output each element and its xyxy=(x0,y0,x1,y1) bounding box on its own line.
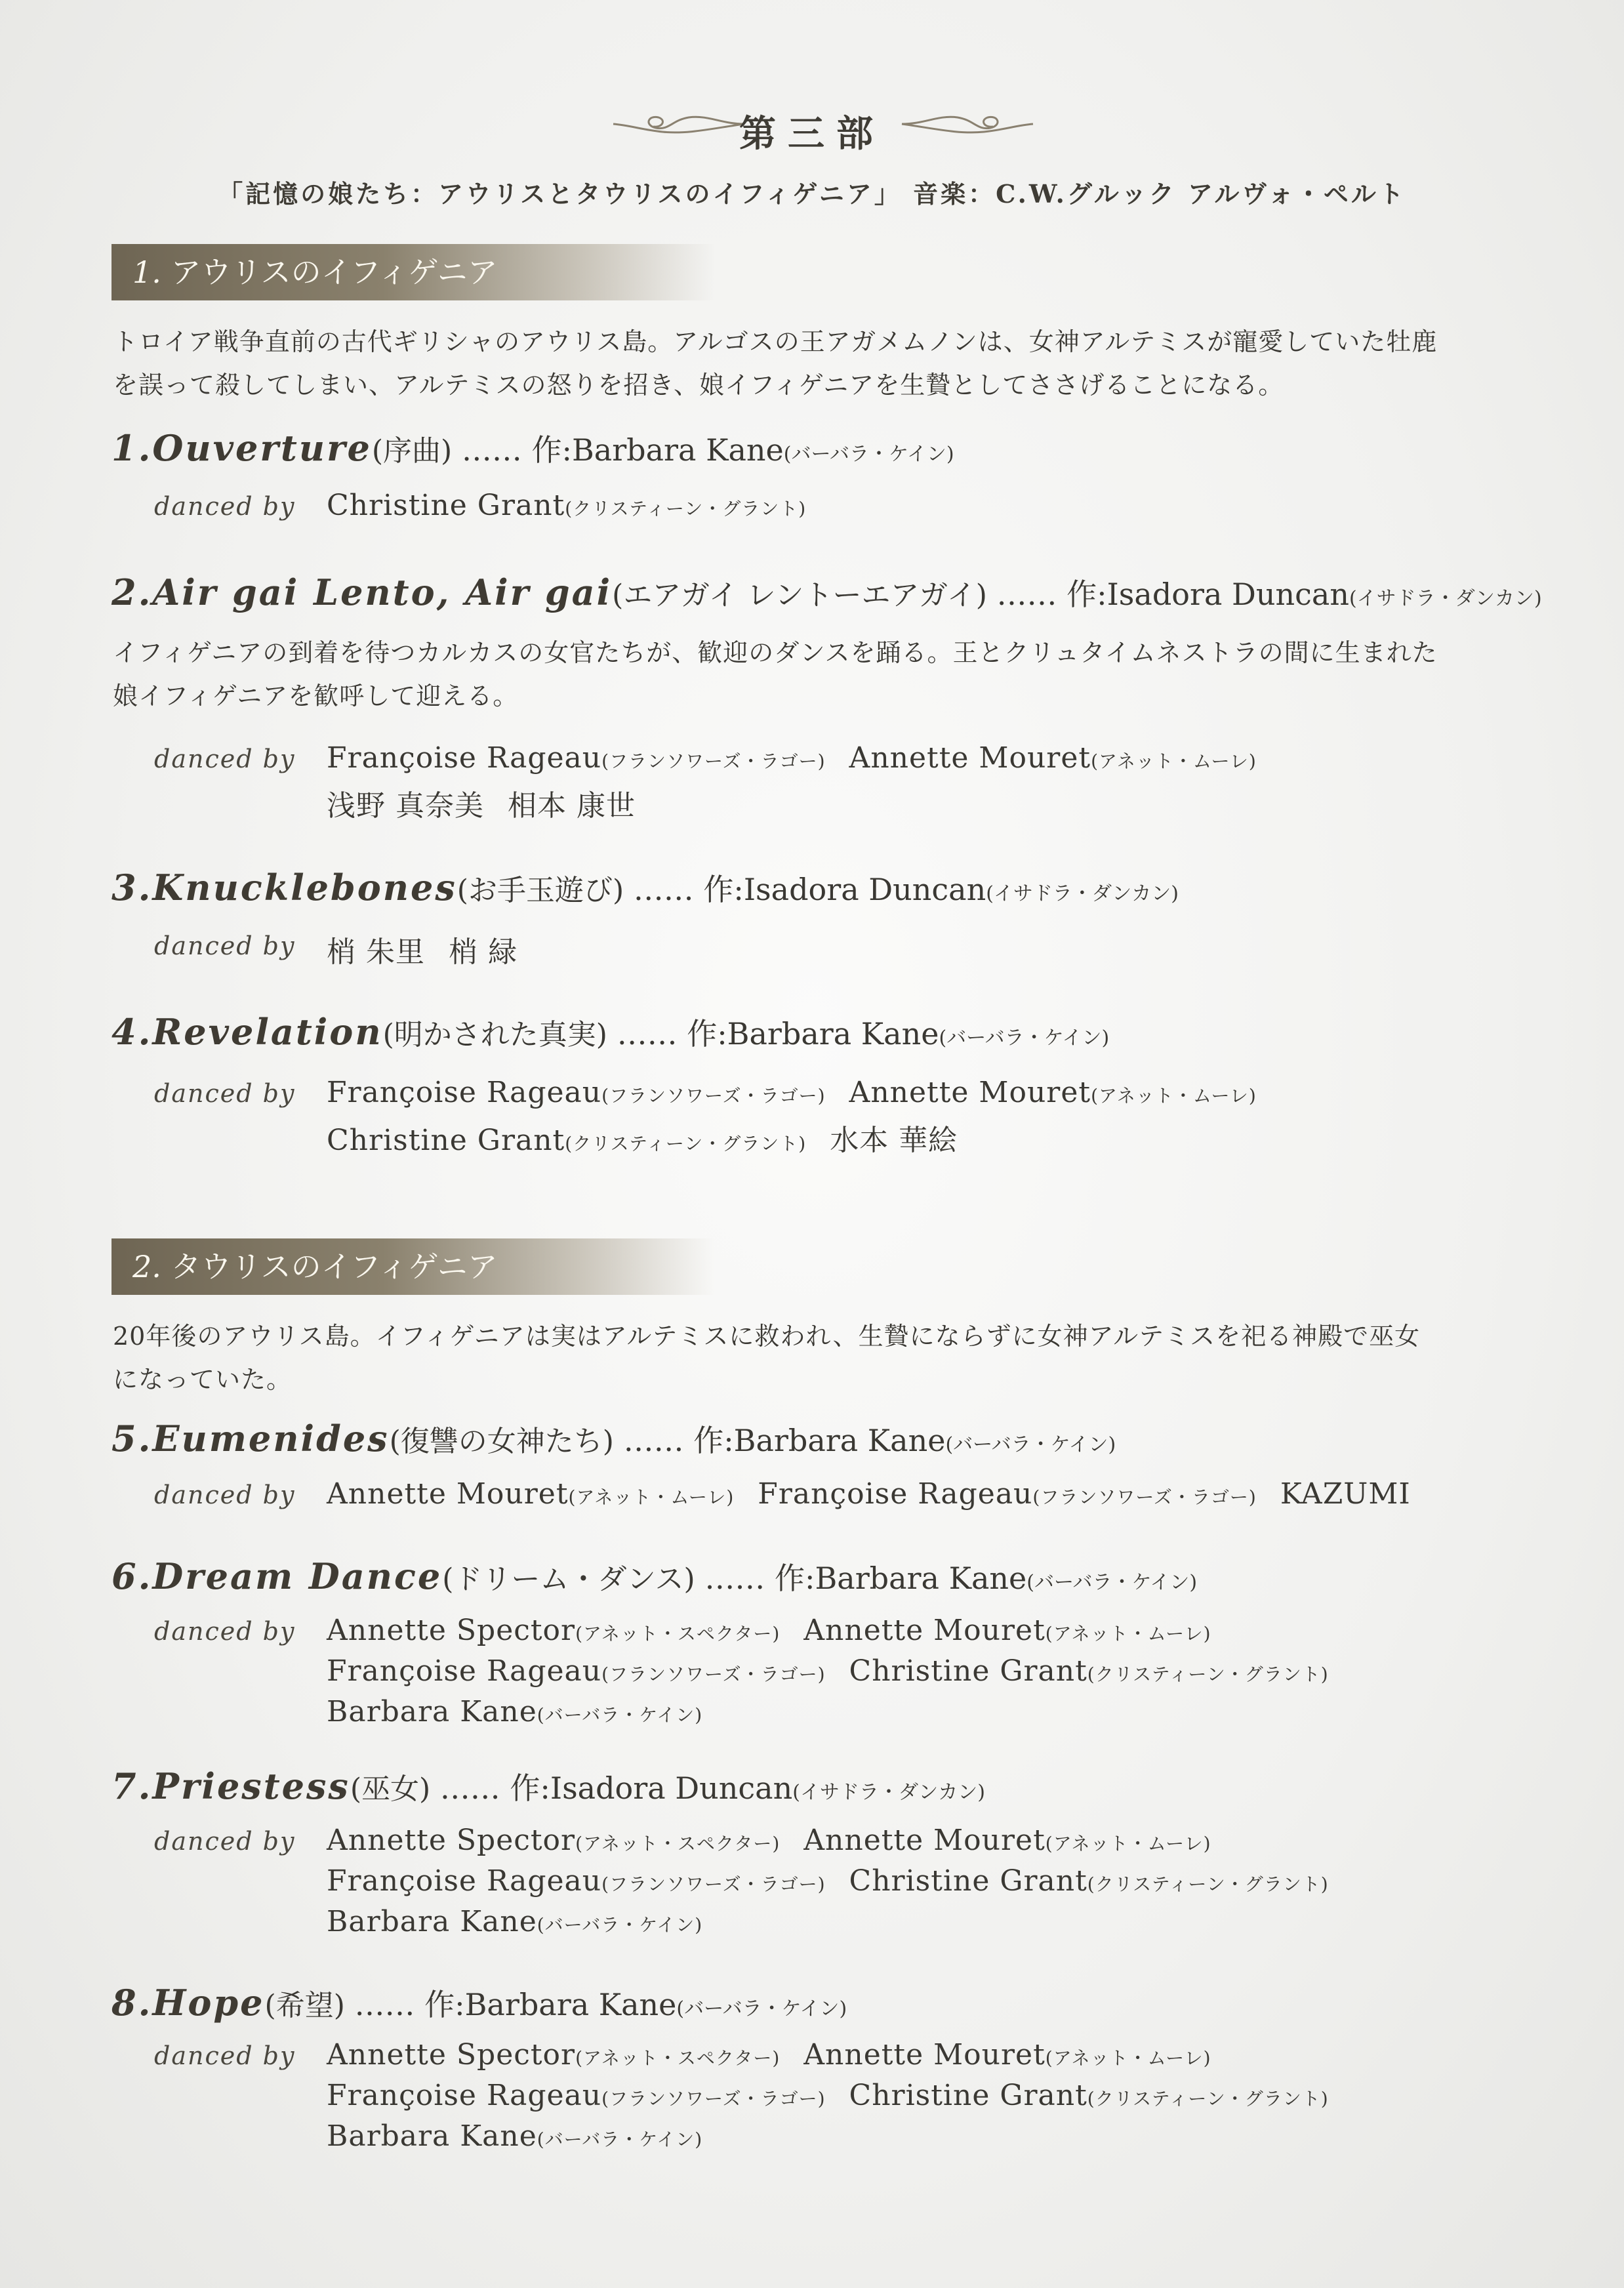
item-choreographer: 作:Barbara Kane xyxy=(693,1423,946,1458)
item-title: Ouverture xyxy=(152,427,372,469)
item-leader-dots: …… xyxy=(354,1987,415,2022)
item-japanese-title: (希望) xyxy=(264,1989,345,2022)
item-choreographer-kana: (バーバラ・ケイン) xyxy=(939,1027,1110,1050)
item-choreographer-kana: (イサドラ・ダンカン) xyxy=(1349,587,1542,610)
dancer-name: Annette Mouret xyxy=(803,1614,1045,1647)
dancer-kana: (アネット・ムーレ) xyxy=(1091,750,1257,772)
dancer-kana: (バーバラ・ケイン) xyxy=(537,1704,703,1726)
item-japanese-title: (お手玉遊び) xyxy=(457,874,624,907)
item-number: 6. xyxy=(112,1555,153,1597)
danced-by-label: danced by xyxy=(154,1481,296,1509)
dancer-name: Françoise Rageau xyxy=(327,741,602,775)
cast-line xyxy=(327,1905,702,1938)
dancer-kana: (バーバラ・ケイン) xyxy=(537,1914,703,1936)
item-choreographer-kana: (バーバラ・ケイン) xyxy=(1026,1571,1198,1594)
dancer-name: Christine Grant xyxy=(849,2079,1087,2112)
part-2-banner xyxy=(112,1238,715,1295)
item-leader-dots: …… xyxy=(461,432,522,468)
program-item-3 xyxy=(112,866,1179,909)
item-choreographer: 作:Isadora Duncan xyxy=(703,872,986,907)
item-choreographer: 作:Isadora Duncan xyxy=(510,1770,793,1806)
description-line: イフィゲニアの到着を待つカルカスの女官たちが、歓迎のダンスを踊る。王とクリュタイムネストラの間に生まれた xyxy=(113,638,1438,667)
dancer-kana: (アネット・ムーレ) xyxy=(1045,1623,1211,1644)
cast-line xyxy=(327,489,806,522)
dancer-kana: (フランソワーズ・ラゴー) xyxy=(601,1085,826,1107)
item-number: 7. xyxy=(112,1765,153,1807)
dancer-kana: (フランソワーズ・ラゴー) xyxy=(601,750,826,772)
item-number: 3. xyxy=(112,867,153,909)
dancer-kana: (バーバラ・ケイン) xyxy=(537,2129,703,2150)
program-item-5 xyxy=(112,1417,1116,1460)
item-2-description xyxy=(113,631,1510,718)
dancer-kana: (フランソワーズ・ラゴー) xyxy=(601,1664,826,1685)
item-number: 1. xyxy=(112,427,153,469)
part-1-description xyxy=(113,320,1510,407)
cast-line xyxy=(327,1695,702,1728)
cast-line xyxy=(327,1864,1329,1898)
item-leader-dots: …… xyxy=(704,1561,765,1596)
description-line: トロイア戦争直前の古代ギリシャのアウリス島。アルゴスの王アガメムノンは、女神アルテミスが寵愛していた牡鹿 xyxy=(113,327,1438,356)
cast-line xyxy=(327,2119,702,2153)
dancer-name: Françoise Rageau xyxy=(758,1477,1033,1511)
item-leader-dots: …… xyxy=(633,872,694,907)
cast-line xyxy=(327,2079,1329,2112)
part-number: 1. xyxy=(132,255,161,290)
dancer-kana: (フランソワーズ・ラゴー) xyxy=(601,1873,826,1895)
item-title: Hope xyxy=(152,1982,265,2024)
dancer-kana: (クリスティーン・グラント) xyxy=(565,498,807,520)
part-title: タウリスのイフィゲニア xyxy=(171,1249,498,1284)
dancer-name: Françoise Rageau xyxy=(327,1654,602,1688)
program-subtitle: 「記憶の娘たち：アウリスとタウリスのイフィゲニア」 音楽：C.W.グルック アルヴォ・ペルト xyxy=(218,179,1406,209)
program-item-4 xyxy=(112,1010,1109,1053)
dancer-name: Annette Mouret xyxy=(327,1477,569,1511)
dancer-name: KAZUMI xyxy=(1280,1477,1411,1511)
danced-by-label: danced by xyxy=(154,2041,296,2070)
dancer-name: Annette Mouret xyxy=(849,1076,1091,1109)
description-line: になっていた。 xyxy=(113,1365,293,1394)
cast-line xyxy=(327,1477,1411,1511)
dancer-name: Barbara Kane xyxy=(327,1695,537,1728)
item-choreographer: 作:Barbara Kane xyxy=(687,1016,939,1052)
item-choreographer-kana: (イサドラ・ダンカン) xyxy=(792,1781,985,1804)
item-title: Dream Dance xyxy=(152,1555,443,1597)
item-japanese-title: (明かされた真実) xyxy=(382,1018,607,1052)
item-number: 8. xyxy=(112,1982,153,2024)
item-choreographer-kana: (イサドラ・ダンカン) xyxy=(986,882,1179,905)
item-japanese-title: (復讐の女神たち) xyxy=(389,1425,614,1458)
item-title: Revelation xyxy=(152,1011,383,1053)
dancer-kana: (アネット・ムーレ) xyxy=(568,1486,735,1508)
dancer-name: Barbara Kane xyxy=(327,1905,537,1938)
description-line: を誤って殺してしまい、アルテミスの怒りを招き、娘イフィゲニアを生贄としてささげることになる。 xyxy=(113,371,1284,399)
item-leader-dots: …… xyxy=(617,1016,678,1052)
item-choreographer-kana: (バーバラ・ケイン) xyxy=(945,1433,1116,1456)
item-number: 4. xyxy=(112,1011,153,1053)
cast-line xyxy=(327,1824,1211,1857)
dancer-kana: (フランソワーズ・ラゴー) xyxy=(601,2088,826,2110)
dancer-name: Christine Grant xyxy=(327,489,565,522)
item-title: Knucklebones xyxy=(152,867,457,909)
item-leader-dots: …… xyxy=(623,1423,684,1458)
program-item-8 xyxy=(112,1981,847,2024)
dancer-kana: (クリスティーン・グラント) xyxy=(1087,1664,1329,1685)
dancer-kana: (アネット・ムーレ) xyxy=(1045,2047,1211,2069)
cast-line xyxy=(327,741,1257,775)
item-title: Air gai Lento, Air gai xyxy=(152,571,613,613)
dancer-kana: (アネット・ムーレ) xyxy=(1045,1833,1211,1854)
dancer-name: Françoise Rageau xyxy=(327,1076,602,1109)
part-title: アウリスのイフィゲニア xyxy=(171,255,498,290)
dancer-kana: (クリスティーン・グラント) xyxy=(1087,1873,1329,1895)
danced-by-label: danced by xyxy=(154,1079,296,1108)
dancer-name: 水本 華絵 xyxy=(830,1124,958,1157)
danced-by-label: danced by xyxy=(154,492,296,521)
part-1-banner xyxy=(112,244,715,300)
item-number: 2. xyxy=(112,571,153,613)
dancer-kana: (アネット・スペクター) xyxy=(575,2047,781,2069)
danced-by-label: danced by xyxy=(154,745,296,773)
cast-line xyxy=(327,1116,958,1158)
description-line: 娘イフィゲニアを歓呼して迎える。 xyxy=(113,682,519,710)
program-item-1 xyxy=(112,426,954,470)
dancer-name: Christine Grant xyxy=(849,1654,1087,1688)
dancer-name: Annette Spector xyxy=(327,1824,576,1857)
danced-by-label: danced by xyxy=(154,1617,296,1646)
item-title: Eumenides xyxy=(152,1418,390,1460)
item-japanese-title: (巫女) xyxy=(350,1772,431,1806)
item-leader-dots: …… xyxy=(439,1770,500,1806)
program-item-7 xyxy=(112,1765,985,1808)
dancer-name: Annette Spector xyxy=(327,1614,576,1647)
item-japanese-title: (ドリーム・ダンス) xyxy=(442,1563,695,1596)
item-number: 5. xyxy=(112,1418,153,1460)
cast-line xyxy=(327,1614,1211,1647)
page-title: 第三部 xyxy=(739,112,885,155)
cast-line xyxy=(327,2038,1211,2072)
program-item-6 xyxy=(112,1555,1197,1598)
item-choreographer: 作:Barbara Kane xyxy=(424,1987,677,2022)
dancer-name: Annette Mouret xyxy=(803,1824,1045,1857)
item-japanese-title: (エアガイ レントーエアガイ) xyxy=(612,579,987,612)
item-title: Priestess xyxy=(152,1765,350,1807)
dancer-name: 浅野 真奈美 xyxy=(327,789,484,823)
dancer-name: Annette Mouret xyxy=(849,741,1091,775)
dancer-kana: (アネット・スペクター) xyxy=(575,1623,781,1644)
dancer-kana: (クリスティーン・グラント) xyxy=(1087,2088,1329,2110)
item-leader-dots: …… xyxy=(996,577,1057,612)
dancer-kana: (フランソワーズ・ラゴー) xyxy=(1032,1486,1257,1508)
item-choreographer: 作:Isadora Duncan xyxy=(1066,577,1349,612)
dancer-name: Françoise Rageau xyxy=(327,1864,602,1898)
dancer-name: 相本 康世 xyxy=(508,789,636,823)
program-item-2 xyxy=(112,571,1542,614)
part-2-description xyxy=(113,1315,1510,1401)
dancer-kana: (アネット・ムーレ) xyxy=(1091,1085,1257,1107)
part-number: 2. xyxy=(132,1249,161,1284)
dancer-name: 梢 緑 xyxy=(449,935,518,969)
dancer-name: Annette Spector xyxy=(327,2038,576,2072)
dancer-kana: (アネット・スペクター) xyxy=(575,1833,781,1854)
cast-line xyxy=(327,1076,1257,1109)
cast-line xyxy=(327,782,636,824)
dancer-name: Christine Grant xyxy=(327,1124,565,1157)
danced-by-label: danced by xyxy=(154,931,296,960)
dancer-name: Christine Grant xyxy=(849,1864,1087,1898)
description-line: 20年後のアウリス島。イフィゲニアは実はアルテミスに救われ、生贄にならずに女神アルテミスを祀る神殿で巫女 xyxy=(113,1322,1421,1351)
dancer-kana: (クリスティーン・グラント) xyxy=(565,1133,807,1154)
item-japanese-title: (序曲) xyxy=(371,434,453,468)
cast-line xyxy=(327,1654,1329,1688)
item-choreographer-kana: (バーバラ・ケイン) xyxy=(676,1997,847,2020)
dancer-name: Annette Mouret xyxy=(803,2038,1045,2072)
dancer-name: 梢 朱里 xyxy=(327,935,425,969)
dancer-name: Barbara Kane xyxy=(327,2119,537,2153)
item-choreographer-kana: (バーバラ・ケイン) xyxy=(783,443,954,466)
right-flourish-ornament-icon xyxy=(899,108,1036,138)
danced-by-label: danced by xyxy=(154,1827,296,1856)
item-choreographer: 作:Barbara Kane xyxy=(774,1561,1027,1596)
dancer-name: Françoise Rageau xyxy=(327,2079,602,2112)
cast-line xyxy=(327,928,518,970)
item-choreographer: 作:Barbara Kane xyxy=(531,432,784,468)
